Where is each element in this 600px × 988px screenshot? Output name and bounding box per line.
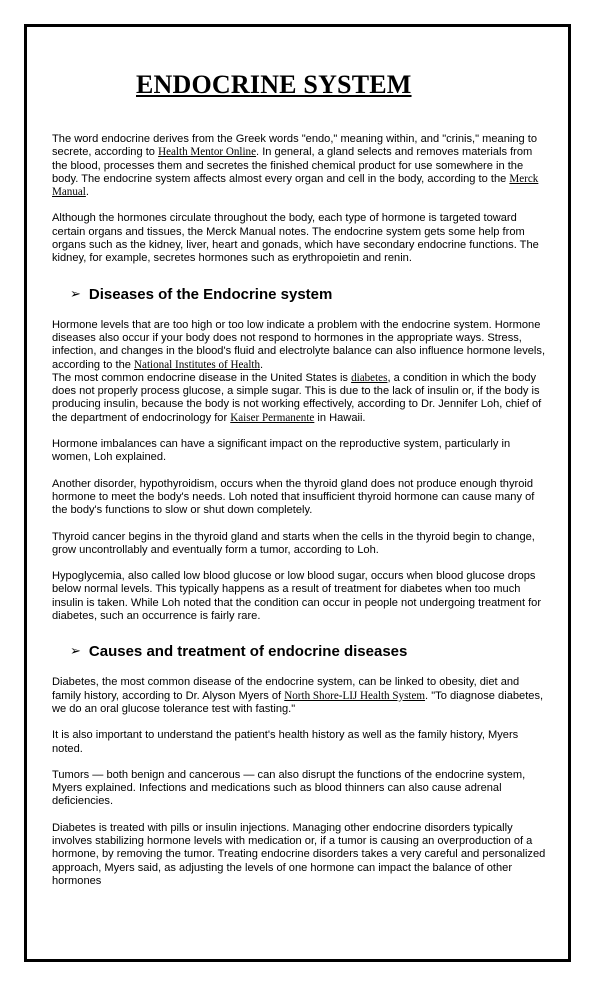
- diseases-paragraph-6: Hypoglycemia, also called low blood glucose or low blood sugar, occurs when blood glucose drops below normal levels. This typically happens as a result of treatment for diabetes when too much insulin is taken. While Loh noted that the condition can occur in people not undergoing treatment for diabetes, such an occurrence is fairly rare.: [52, 570, 542, 623]
- merck-manual-link[interactable]: Merck Manual: [52, 172, 539, 199]
- arrow-bullet-icon: ➢: [70, 286, 81, 302]
- diseases-paragraph-3: Hormone imbalances can have a significant impact on the reproductive system, particularly in women, Loh explained.: [52, 438, 511, 464]
- arrow-bullet-icon: ➢: [70, 644, 81, 660]
- north-shore-lij-link[interactable]: North Shore-LIJ Health System: [284, 689, 426, 702]
- intro-paragraph-1: [52, 133, 548, 199]
- diseases-paragraph-4: Another disorder, hypothyroidism, occurs when the thyroid gland does not produce enough thyroid hormone to meet the body's needs. Loh noted that insufficient thyroid hormone can cause many of the body's functions to slow or shut down completely.: [52, 477, 535, 517]
- diseases-paragraph-2: [52, 372, 548, 425]
- text: . "To diagnose diabetes, we do an oral glucose tolerance test with fasting.": [52, 689, 544, 715]
- page-title: ENDOCRINE SYSTEM: [136, 70, 412, 99]
- text: .: [85, 186, 89, 199]
- text: The word endocrine derives from the Greek words "endo," meaning within, and "crinis," meaning to secrete, according to: [52, 133, 538, 159]
- diseases-paragraph-5: Thyroid cancer begins in the thyroid gland and starts when the cells in the thyroid begin to change, grow uncontrollably and eventually form a tumor, according to Loh.: [52, 530, 535, 556]
- section-heading-text: Causes and treatment of endocrine diseases: [88, 643, 408, 661]
- causes-paragraph-4: Diabetes is treated with pills or insulin injections. Managing other endocrine disorders typically involves stabilizing hormone levels with medication or, if a tumor is causing an overproduction of a hormone, by removing the tumor. Treating endocrine disorders takes a very careful and personalized approach, Myers said, as adjusting the levels of one hormone can impact the balance of other hormones: [52, 821, 546, 887]
- document-body: [52, 70, 548, 901]
- intro-paragraph-2: Although the hormones circulate throughout the body, each type of hormone is targeted toward certain organs and tissues, the Merck Manual notes. The endocrine system gets some help from organs such as the kidney, liver, heart and gonads, which have secondary endocrine functions. The kidney, for example, secretes hormones such as erythropoietin and renin.: [52, 212, 539, 265]
- kaiser-permanente-link[interactable]: Kaiser Permanente: [230, 411, 315, 424]
- text: Diabetes, the most common disease of the endocrine system, can be linked to obesity, diet and family history, according to Dr. Alyson Myers of: [52, 676, 520, 702]
- text: Hormone levels that are too high or too low indicate a problem with the endocrine system. Hormone diseases also occur if your body does not respond to hormones in the appropriate ways. Stress, infection, and changes in the blood's fluid and electrolyte balance can also influence hormone levels, according to the: [52, 318, 546, 371]
- section-heading-diseases: [70, 286, 548, 304]
- causes-paragraph-2: It is also important to understand the patient's health history as well as the family history, Myers noted.: [52, 729, 519, 755]
- health-mentor-online-link[interactable]: Health Mentor Online: [158, 146, 257, 159]
- causes-paragraph-3: Tumors — both benign and cancerous — can also disrupt the functions of the endocrine system, Myers explained. Infections and medications such as blood thinners can also cause adrenal deficiencies.: [52, 768, 526, 808]
- causes-paragraph-1: [52, 676, 548, 716]
- text: in Hawaii.: [314, 411, 366, 424]
- text: . In general, a gland selects and removes materials from the blood, processes them and secretes the finished chemical product for use somewhere in the body. The endocrine system affects almost every organ and cell in the body, according to the: [52, 146, 533, 185]
- text: , a condition in which the body does not properly process glucose, a simple sugar. This is due to the lack of insulin or, if the body is producing insulin, because the body is not working effectively, according to Dr. Jennifer Loh, chief of the department of endocrinology for: [52, 371, 542, 424]
- diabetes-link[interactable]: diabetes: [351, 371, 388, 384]
- section-heading-text: Diseases of the Endocrine system: [88, 285, 333, 303]
- text: .: [260, 358, 264, 371]
- section-heading-causes: [70, 643, 548, 661]
- text: The most common endocrine disease in the United States is: [52, 371, 352, 384]
- diseases-paragraph-1: [52, 319, 548, 372]
- nih-link[interactable]: National Institutes of Health: [134, 358, 261, 371]
